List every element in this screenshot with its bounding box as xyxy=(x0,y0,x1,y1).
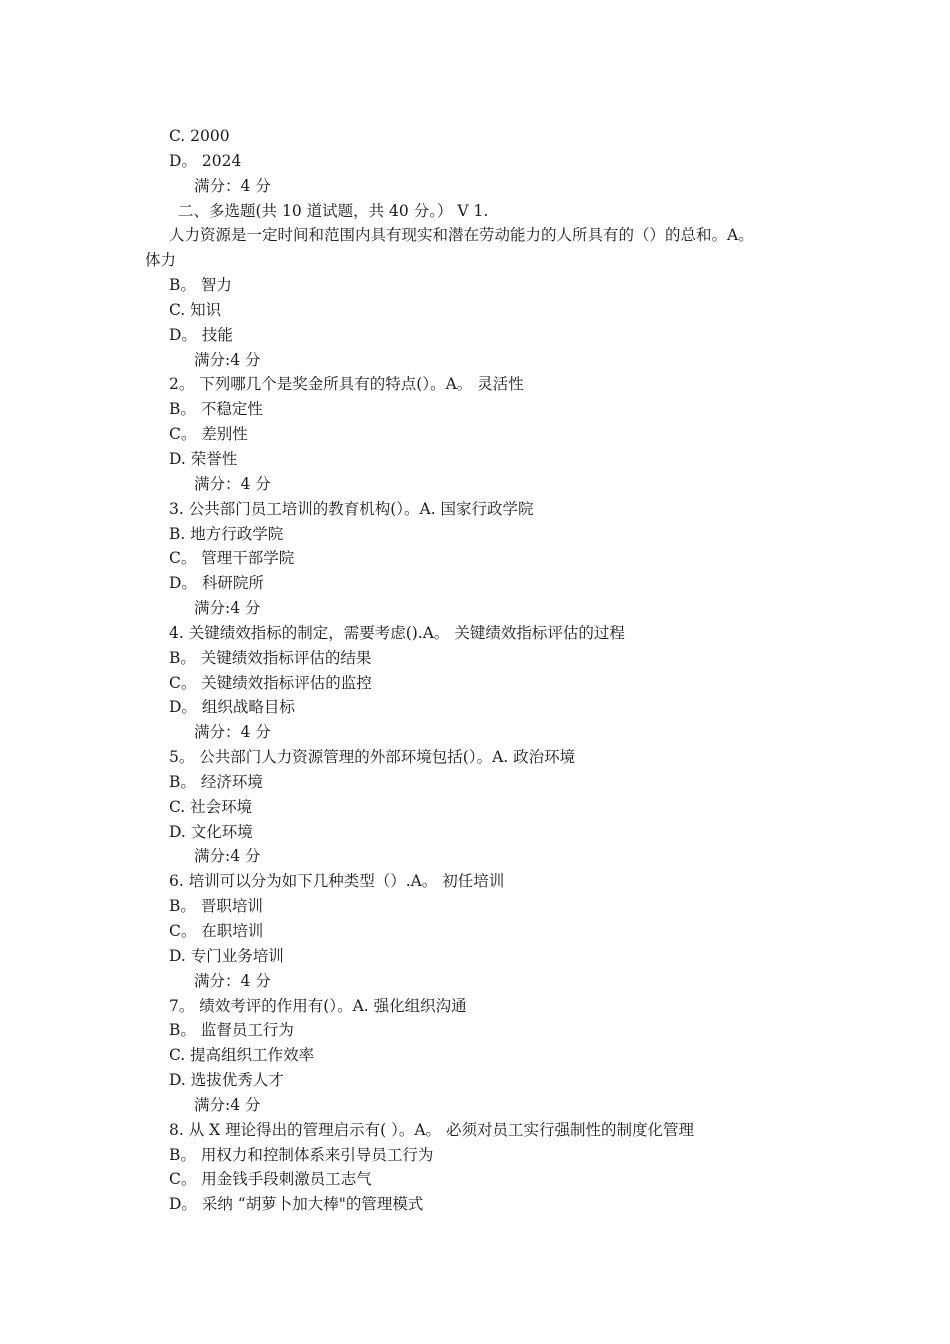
question-line: 7。 绩效考评的作用有(）。A. 强化组织沟通 xyxy=(169,996,467,1015)
question-line: C。 用金钱手段刺激员工志气 xyxy=(169,1170,372,1189)
question-line: 5。 公共部门人力资源管理的外部环境包括(）。A. 政治环境 xyxy=(169,748,576,767)
section-heading: 二、多选题(共 10 道试题，共 40 分。） V 1. xyxy=(178,201,489,220)
question-line: D。 采纳 “胡萝卜加大棒"的管理模式 xyxy=(169,1195,424,1214)
document-body xyxy=(0,124,950,1217)
question-line: D. 荣誉性 xyxy=(169,449,238,468)
question-line: D. 选拔优秀人才 xyxy=(169,1071,284,1090)
question-line: B。 用权力和控制体系来引导员工行为 xyxy=(169,1145,434,1164)
question-line: D。 组织战略目标 xyxy=(169,698,295,717)
question-line: B。 关键绩效指标评估的结果 xyxy=(169,648,372,667)
question-line: 4. 关键绩效指标的制定，需要考虑().A。 关键绩效指标评估的过程 xyxy=(169,623,625,642)
text-line: 体力 xyxy=(145,251,177,270)
score-line: 满分:4 分 xyxy=(194,599,261,618)
question-line: C. 2000 xyxy=(169,127,230,145)
question-line: C. 提高组织工作效率 xyxy=(169,1046,315,1065)
question-line: C。 关键绩效指标评估的监控 xyxy=(169,673,372,692)
question-line: D. 专门业务培训 xyxy=(169,946,284,965)
score-line: 满分：4 分 xyxy=(194,176,271,195)
question-line: B。 不稳定性 xyxy=(169,400,263,419)
question-line: B. 地方行政学院 xyxy=(169,524,284,543)
question-line: B。 监督员工行为 xyxy=(169,1021,294,1040)
question-line: B。 经济环境 xyxy=(169,772,263,791)
question-line: 2。 下列哪几个是奖金所具有的特点(）。A。 灵活性 xyxy=(169,375,524,394)
question-line: 3. 公共部门员工培训的教育机构(）。A. 国家行政学院 xyxy=(169,499,534,518)
text-line: 人力资源是一定时间和范围内具有现实和潜在劳动能力的人所具有的（）的总和。A。 xyxy=(169,226,754,245)
score-line: 满分：4 分 xyxy=(194,971,271,990)
question-line: D。 2024 xyxy=(169,151,242,170)
question-line: C。 管理干部学院 xyxy=(169,549,295,568)
score-line: 满分:4 分 xyxy=(194,350,261,369)
question-line: B。 晋职培训 xyxy=(169,897,263,916)
score-line: 满分：4 分 xyxy=(194,723,271,742)
score-line: 满分:4 分 xyxy=(194,847,261,866)
question-line: C. 知识 xyxy=(169,300,222,319)
question-line: B。 智力 xyxy=(169,276,232,295)
question-line: D。 技能 xyxy=(169,325,233,344)
score-line: 满分:4 分 xyxy=(194,1095,261,1114)
question-line: 6. 培训可以分为如下几种类型（）.A。 初任培训 xyxy=(169,872,505,891)
question-line: D。 科研院所 xyxy=(169,574,264,593)
question-line: D. 文化环境 xyxy=(169,822,253,841)
question-line: C。 差别性 xyxy=(169,425,248,444)
score-line: 满分：4 分 xyxy=(194,474,271,493)
question-line: C。 在职培训 xyxy=(169,922,264,940)
question-line: C. 社会环境 xyxy=(169,797,253,816)
question-line: 8. 从 X 理论得出的管理启示有( ）。A。 必须对员工实行强制性的制度化管理 xyxy=(169,1120,694,1139)
